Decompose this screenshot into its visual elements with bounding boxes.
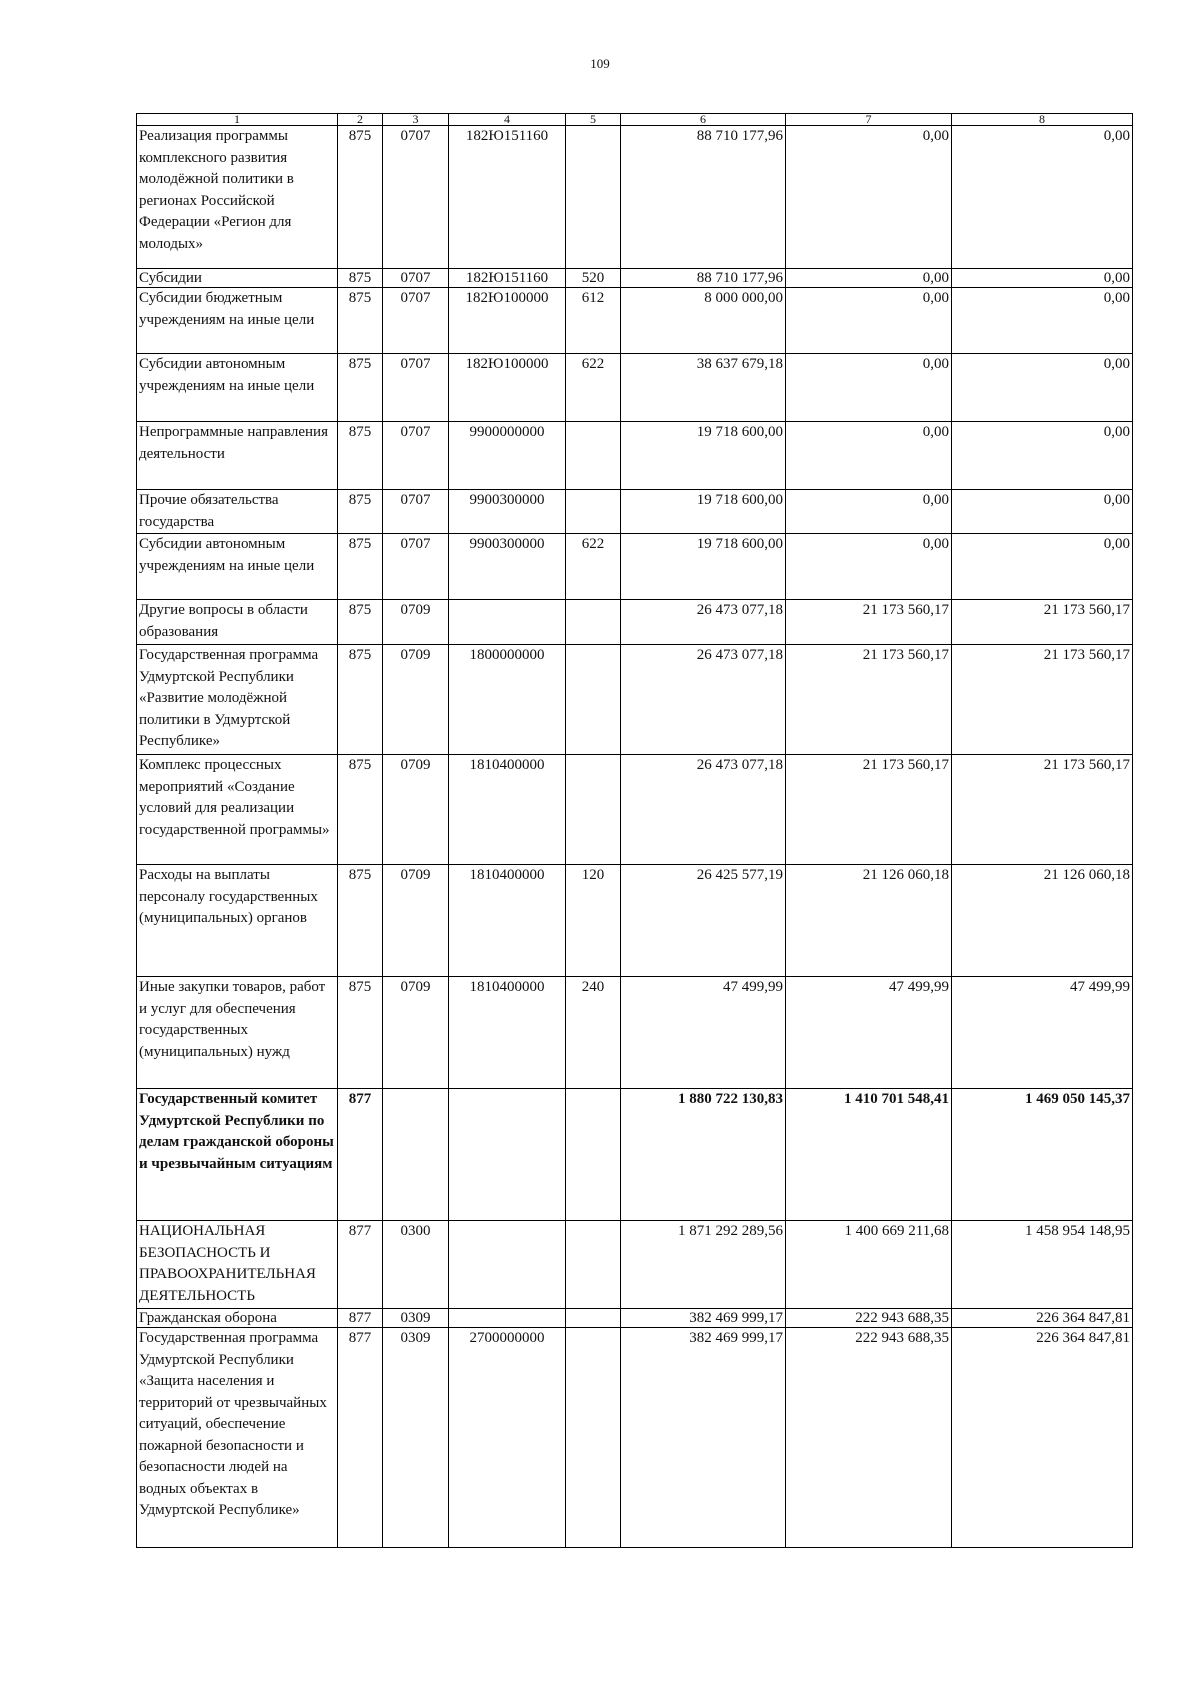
- cell-admin-code: 877: [338, 1221, 383, 1309]
- cell-amount-8: 0,00: [952, 534, 1133, 600]
- cell-expense-type: [566, 600, 621, 645]
- cell-amount-8: 21 173 560,17: [952, 755, 1133, 865]
- row-name: Субсидии автономным учреждениям на иные цели: [137, 534, 338, 600]
- cell-section: [383, 1089, 449, 1221]
- cell-expense-type: [566, 1309, 621, 1328]
- cell-admin-code: 875: [338, 269, 383, 288]
- column-header: 3: [383, 114, 449, 126]
- table-row: [137, 977, 1133, 1089]
- row-name: Расходы на выплаты персоналу государственных (муниципальных) органов: [137, 865, 338, 977]
- table-row: [137, 755, 1133, 865]
- cell-amount-8: 21 173 560,17: [952, 645, 1133, 755]
- cell-amount-7: 1 410 701 548,41: [786, 1089, 952, 1221]
- cell-section: 0709: [383, 865, 449, 977]
- cell-section: 0300: [383, 1221, 449, 1309]
- table-row: [137, 422, 1133, 490]
- cell-amount-7: 0,00: [786, 288, 952, 354]
- cell-amount-6: 19 718 600,00: [621, 490, 786, 534]
- cell-expense-type: [566, 490, 621, 534]
- cell-section: 0709: [383, 977, 449, 1089]
- budget-table: [136, 113, 1133, 1548]
- cell-amount-6: 26 473 077,18: [621, 645, 786, 755]
- row-name: НАЦИОНАЛЬНАЯ БЕЗОПАСНОСТЬ И ПРАВООХРАНИТЕЛЬНАЯ ДЕЯТЕЛЬНОСТЬ: [137, 1221, 338, 1309]
- cell-amount-8: 226 364 847,81: [952, 1328, 1133, 1548]
- cell-target-article: 9900300000: [449, 534, 566, 600]
- cell-amount-8: 0,00: [952, 490, 1133, 534]
- cell-target-article: [449, 600, 566, 645]
- cell-amount-7: 21 173 560,17: [786, 600, 952, 645]
- cell-target-article: 182Ю100000: [449, 354, 566, 422]
- cell-expense-type: 622: [566, 534, 621, 600]
- cell-expense-type: 240: [566, 977, 621, 1089]
- cell-admin-code: 877: [338, 1328, 383, 1548]
- row-name: Иные закупки товаров, работ и услуг для обеспечения государственных (муниципальных) нужд: [137, 977, 338, 1089]
- cell-amount-8: 1 458 954 148,95: [952, 1221, 1133, 1309]
- cell-amount-6: 26 473 077,18: [621, 600, 786, 645]
- cell-section: 0707: [383, 126, 449, 269]
- cell-amount-7: 0,00: [786, 269, 952, 288]
- cell-expense-type: [566, 1089, 621, 1221]
- cell-expense-type: 520: [566, 269, 621, 288]
- cell-target-article: 182Ю100000: [449, 288, 566, 354]
- table-row: [137, 1089, 1133, 1221]
- cell-section: 0707: [383, 422, 449, 490]
- cell-admin-code: 875: [338, 354, 383, 422]
- cell-amount-6: 88 710 177,96: [621, 126, 786, 269]
- cell-expense-type: [566, 1328, 621, 1548]
- cell-admin-code: 875: [338, 645, 383, 755]
- row-name: Субсидии бюджетным учреждениям на иные цели: [137, 288, 338, 354]
- cell-target-article: 9900000000: [449, 422, 566, 490]
- column-number-row: [137, 114, 1133, 126]
- table-row: [137, 600, 1133, 645]
- cell-target-article: [449, 1221, 566, 1309]
- cell-amount-8: 21 173 560,17: [952, 600, 1133, 645]
- table-row: [137, 490, 1133, 534]
- cell-section: 0707: [383, 534, 449, 600]
- cell-amount-8: 0,00: [952, 269, 1133, 288]
- cell-amount-6: 38 637 679,18: [621, 354, 786, 422]
- cell-amount-6: 382 469 999,17: [621, 1328, 786, 1548]
- column-header: 7: [786, 114, 952, 126]
- cell-amount-8: 21 126 060,18: [952, 865, 1133, 977]
- cell-section: 0709: [383, 755, 449, 865]
- cell-admin-code: 875: [338, 755, 383, 865]
- cell-amount-6: 382 469 999,17: [621, 1309, 786, 1328]
- column-header: 5: [566, 114, 621, 126]
- row-name: Субсидии автономным учреждениям на иные цели: [137, 354, 338, 422]
- cell-amount-7: 222 943 688,35: [786, 1328, 952, 1548]
- column-header: 1: [137, 114, 338, 126]
- cell-section: 0707: [383, 288, 449, 354]
- cell-amount-6: 88 710 177,96: [621, 269, 786, 288]
- cell-amount-7: 1 400 669 211,68: [786, 1221, 952, 1309]
- cell-amount-8: 0,00: [952, 422, 1133, 490]
- cell-admin-code: 877: [338, 1089, 383, 1221]
- cell-amount-6: 19 718 600,00: [621, 534, 786, 600]
- cell-amount-6: 1 871 292 289,56: [621, 1221, 786, 1309]
- cell-amount-8: 226 364 847,81: [952, 1309, 1133, 1328]
- cell-admin-code: 877: [338, 1309, 383, 1328]
- cell-section: 0309: [383, 1309, 449, 1328]
- cell-section: 0707: [383, 490, 449, 534]
- cell-amount-7: 47 499,99: [786, 977, 952, 1089]
- cell-expense-type: [566, 1221, 621, 1309]
- column-header: 4: [449, 114, 566, 126]
- cell-amount-8: 1 469 050 145,37: [952, 1089, 1133, 1221]
- cell-amount-8: 0,00: [952, 288, 1133, 354]
- cell-amount-8: 0,00: [952, 126, 1133, 269]
- cell-amount-6: 47 499,99: [621, 977, 786, 1089]
- cell-amount-7: 0,00: [786, 354, 952, 422]
- page-number: 109: [590, 56, 610, 71]
- row-name: Реализация программы комплексного развития молодёжной политики в регионах Российской Федерации «Регион для молодых»: [137, 126, 338, 269]
- cell-section: 0309: [383, 1328, 449, 1548]
- cell-target-article: 2700000000: [449, 1328, 566, 1548]
- table-row: [137, 1309, 1133, 1328]
- table-row: [137, 534, 1133, 600]
- row-name: Гражданская оборона: [137, 1309, 338, 1328]
- cell-amount-8: 47 499,99: [952, 977, 1133, 1089]
- row-name: Прочие обязательства государства: [137, 490, 338, 534]
- cell-amount-6: 26 473 077,18: [621, 755, 786, 865]
- cell-amount-7: 0,00: [786, 126, 952, 269]
- cell-expense-type: [566, 645, 621, 755]
- table-row: [137, 126, 1133, 269]
- cell-expense-type: 120: [566, 865, 621, 977]
- cell-target-article: 1810400000: [449, 755, 566, 865]
- cell-admin-code: 875: [338, 422, 383, 490]
- cell-target-article: 1810400000: [449, 865, 566, 977]
- cell-target-article: [449, 1309, 566, 1328]
- cell-section: 0707: [383, 354, 449, 422]
- cell-admin-code: 875: [338, 288, 383, 354]
- row-name: Государственная программа Удмуртской Республики «Защита населения и территорий от чрезвычайных ситуаций, обеспечение пожарной безопасности и безопасности людей на водных объектах в Удмуртской Республике»: [137, 1328, 338, 1548]
- cell-section: 0707: [383, 269, 449, 288]
- cell-expense-type: [566, 755, 621, 865]
- cell-expense-type: 622: [566, 354, 621, 422]
- cell-section: 0709: [383, 645, 449, 755]
- cell-target-article: 9900300000: [449, 490, 566, 534]
- cell-section: 0709: [383, 600, 449, 645]
- cell-expense-type: 612: [566, 288, 621, 354]
- cell-amount-7: 21 126 060,18: [786, 865, 952, 977]
- row-name: Комплекс процессных мероприятий «Создание условий для реализации государственной программы»: [137, 755, 338, 865]
- cell-expense-type: [566, 126, 621, 269]
- table-row: [137, 269, 1133, 288]
- cell-amount-7: 0,00: [786, 490, 952, 534]
- cell-target-article: [449, 1089, 566, 1221]
- cell-target-article: 182Ю151160: [449, 126, 566, 269]
- cell-amount-7: 21 173 560,17: [786, 755, 952, 865]
- table-row: [137, 645, 1133, 755]
- table-row: [137, 865, 1133, 977]
- cell-admin-code: 875: [338, 534, 383, 600]
- cell-amount-7: 0,00: [786, 534, 952, 600]
- cell-target-article: 182Ю151160: [449, 269, 566, 288]
- cell-target-article: 1800000000: [449, 645, 566, 755]
- cell-amount-7: 222 943 688,35: [786, 1309, 952, 1328]
- row-name: Субсидии: [137, 269, 338, 288]
- cell-amount-6: 8 000 000,00: [621, 288, 786, 354]
- table-row: [137, 288, 1133, 354]
- row-name: Государственный комитет Удмуртской Республики по делам гражданской обороны и чрезвычайным ситуациям: [137, 1089, 338, 1221]
- cell-amount-8: 0,00: [952, 354, 1133, 422]
- row-name: Непрограммные направления деятельности: [137, 422, 338, 490]
- cell-amount-7: 0,00: [786, 422, 952, 490]
- row-name: Государственная программа Удмуртской Республики «Развитие молодёжной политики в Удмуртской Республике»: [137, 645, 338, 755]
- cell-admin-code: 875: [338, 977, 383, 1089]
- cell-target-article: 1810400000: [449, 977, 566, 1089]
- cell-expense-type: [566, 422, 621, 490]
- row-name: Другие вопросы в области образования: [137, 600, 338, 645]
- cell-admin-code: 875: [338, 490, 383, 534]
- cell-admin-code: 875: [338, 126, 383, 269]
- cell-admin-code: 875: [338, 600, 383, 645]
- cell-amount-6: 26 425 577,19: [621, 865, 786, 977]
- table-row: [137, 354, 1133, 422]
- cell-admin-code: 875: [338, 865, 383, 977]
- column-header: 6: [621, 114, 786, 126]
- table-row: [137, 1221, 1133, 1309]
- column-header: 8: [952, 114, 1133, 126]
- table-row: [137, 1328, 1133, 1548]
- cell-amount-6: 19 718 600,00: [621, 422, 786, 490]
- cell-amount-6: 1 880 722 130,83: [621, 1089, 786, 1221]
- cell-amount-7: 21 173 560,17: [786, 645, 952, 755]
- column-header: 2: [338, 114, 383, 126]
